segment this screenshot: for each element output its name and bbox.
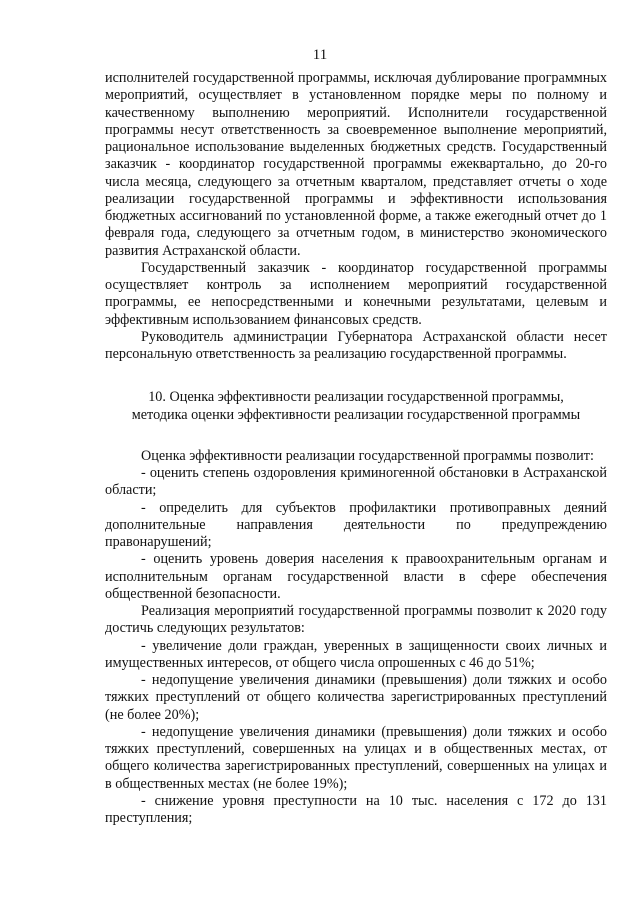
page-number: 11: [312, 47, 328, 63]
list-item-serious-crimes: - недопущение увеличения динамики (превышения) доли тяжких и особо тяжких преступлений от общего количества зарегистрированных преступлений (не более 20%);: [105, 672, 607, 723]
paragraph-control: Государственный заказчик - координатор государственной программы осуществляет контроль за исполнением мероприятий государственной программы, ее непосредственными и конечными результатами, целевым и эффективным использованием финансовых средств.: [105, 259, 607, 328]
list-item-crime-rate: - снижение уровня преступности на 10 тыс. населения с 172 до 131 преступления;: [105, 792, 607, 826]
spacer: [105, 424, 607, 448]
list-item-citizens-share: - увеличение доли граждан, уверенных в защищенности своих личных и имущественных интересов, от общего числа опрошенных с 46 до 51%;: [105, 637, 607, 671]
page-content: [105, 70, 607, 827]
section-heading-line-1: 10. Оценка эффективности реализации государственной программы,: [148, 389, 564, 406]
list-item-street-crimes: - недопущение увеличения динамики (превышения) доли тяжких и особо тяжких преступлений, совершенных на улицах и в общественных местах, от общего количества зарегистрированных преступлений, совершенных на улицах и в общественных местах (не более 19%);: [105, 723, 607, 792]
list-item-trust-level: - оценить уровень доверия населения к правоохранительным органам и исполнительным органам государственной власти в сфере обеспечения общественной безопасности.: [105, 551, 607, 602]
list-item-assess-situation: - оценить степень оздоровления криминогенной обстановки в Астраханской области;: [105, 465, 607, 499]
list-item-define-directions: - определить для субъектов профилактики противоправных деяний дополнительные направления деятельности по предупреждению правонарушений;: [105, 499, 607, 550]
paragraph-responsibilities: исполнителей государственной программы, исключая дублирование программных мероприятий, осуществляет в установленном порядке меры по полному и качественному выполнению мероприятий. Исполнители государственной программы несут ответственность за своевременное выполнение мероприятий, рациональное использование выделенных бюджетных средств. Государственный заказчик - координатор государственной программы ежеквартально, до 20-го числа месяца, следующего за отчетным кварталом, представляет отчеты о ходе реализации государственной программы и эффективности использования бюджетных ассигнований по установленной форме, а также ежегодный отчет до 1 февраля года, следующего за отчетным годом, в министерство экономического развития Астраханской области.: [105, 70, 607, 259]
paragraph-evaluation-intro: Оценка эффективности реализации государственной программы позволит:: [141, 447, 594, 464]
paragraph-personal-responsibility: Руководитель администрации Губернатора Астраханской области несет персональную ответственность за реализацию государственной программы.: [105, 328, 607, 362]
paragraph-results-intro: Реализация мероприятий государственной программы позволит к 2020 году достичь следующих результатов:: [105, 603, 607, 637]
section-heading-line-2: методика оценки эффективности реализации государственной программы: [131, 406, 581, 423]
spacer: [105, 363, 607, 389]
